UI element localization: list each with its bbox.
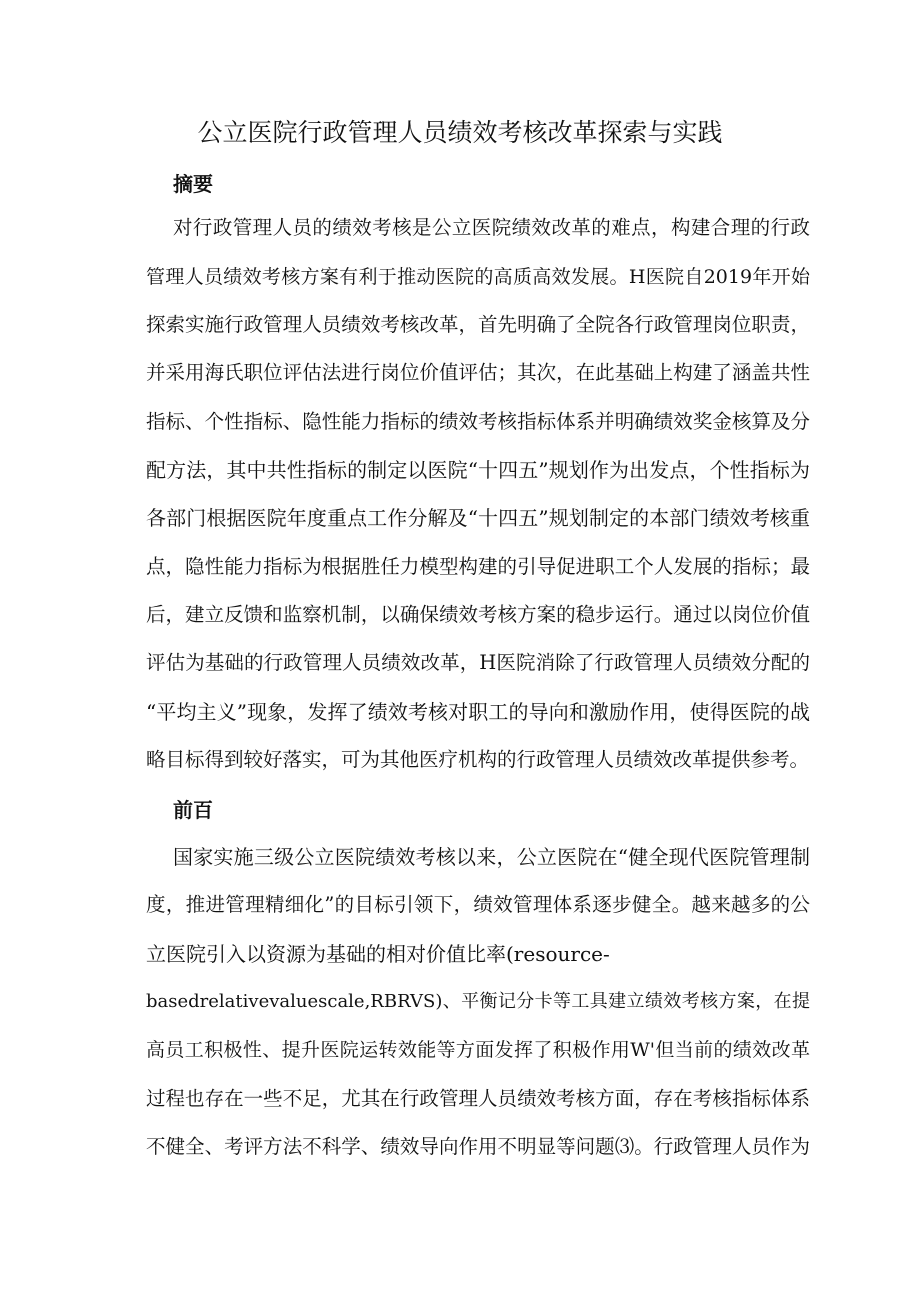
preface-line: 高员工积极性、提升医院运转效能等方面发挥了积极作用W'但当前的绩效改革: [146, 1039, 810, 1061]
abstract-line: 指标、个性指标、隐性能力指标的绩效考核指标体系并明确绩效奖金核算及分: [146, 410, 810, 433]
abstract-line: 探索实施行政管理人员绩效考核改革，首先明确了全院各行政管理岗位职责，: [146, 313, 810, 336]
abstract-line: 管理人员绩效考核方案有利于推动医院的高质高效发展。H医院自2019年开始: [146, 266, 810, 288]
abstract-line: 后，建立反馈和监察机制，以确保绩效考核方案的稳步运行。通过以岗位价值: [146, 603, 810, 626]
abstract-line: 并采用海氏职位评估法进行岗位价值评估；其次，在此基础上构建了涵盖共性: [146, 361, 810, 384]
abstract-line: 各部门根据医院年度重点工作分解及“十四五”规划制定的本部门绩效考核重: [146, 506, 810, 530]
preface-line: 立医院引入以资源为基础的相对价值比率(resource-: [146, 942, 610, 966]
document-title: 公立医院行政管理人员绩效考核改革探索与实践: [197, 118, 723, 147]
abstract-heading: 摘要: [173, 172, 213, 196]
preface-line: 国家实施三级公立医院绩效考核以来，公立医院在“健全现代医院管理制: [173, 845, 810, 869]
preface-line: 不健全、考评方法不科学、绩效导向作用不明显等问题⑶。行政管理人员作为: [146, 1135, 810, 1158]
abstract-line: 配方法，其中共性指标的制定以医院“十四五”规划作为出发点，个性指标为: [146, 458, 810, 482]
preface-heading: 前百: [173, 798, 213, 822]
abstract-line: “平均主义”现象，发挥了绩效考核对职工的导向和激励作用，使得医院的战: [146, 700, 810, 724]
preface-line: basedrelativevaluescale,RBRVS)、平衡记分卡等工具建立绩效考核方案，在提: [146, 991, 810, 1012]
abstract-line: 点，隐性能力指标为根据胜任力模型构建的引导促进职工个人发展的指标；最: [146, 555, 810, 578]
abstract-line: 评估为基础的行政管理人员绩效改革，H医院消除了行政管理人员绩效分配的: [146, 651, 810, 674]
preface-line: 度，推进管理精细化”的目标引领下，绩效管理体系逐步健全。越来越多的公: [146, 893, 810, 916]
preface-line: 过程也存在一些不足，尤其在行政管理人员绩效考核方面，存在考核指标体系: [146, 1087, 810, 1110]
abstract-line: 略目标得到较好落实，可为其他医疗机构的行政管理人员绩效改革提供参考。: [146, 748, 810, 771]
abstract-line: 对行政管理人员的绩效考核是公立医院绩效改革的难点，构建合理的行政: [173, 216, 810, 239]
